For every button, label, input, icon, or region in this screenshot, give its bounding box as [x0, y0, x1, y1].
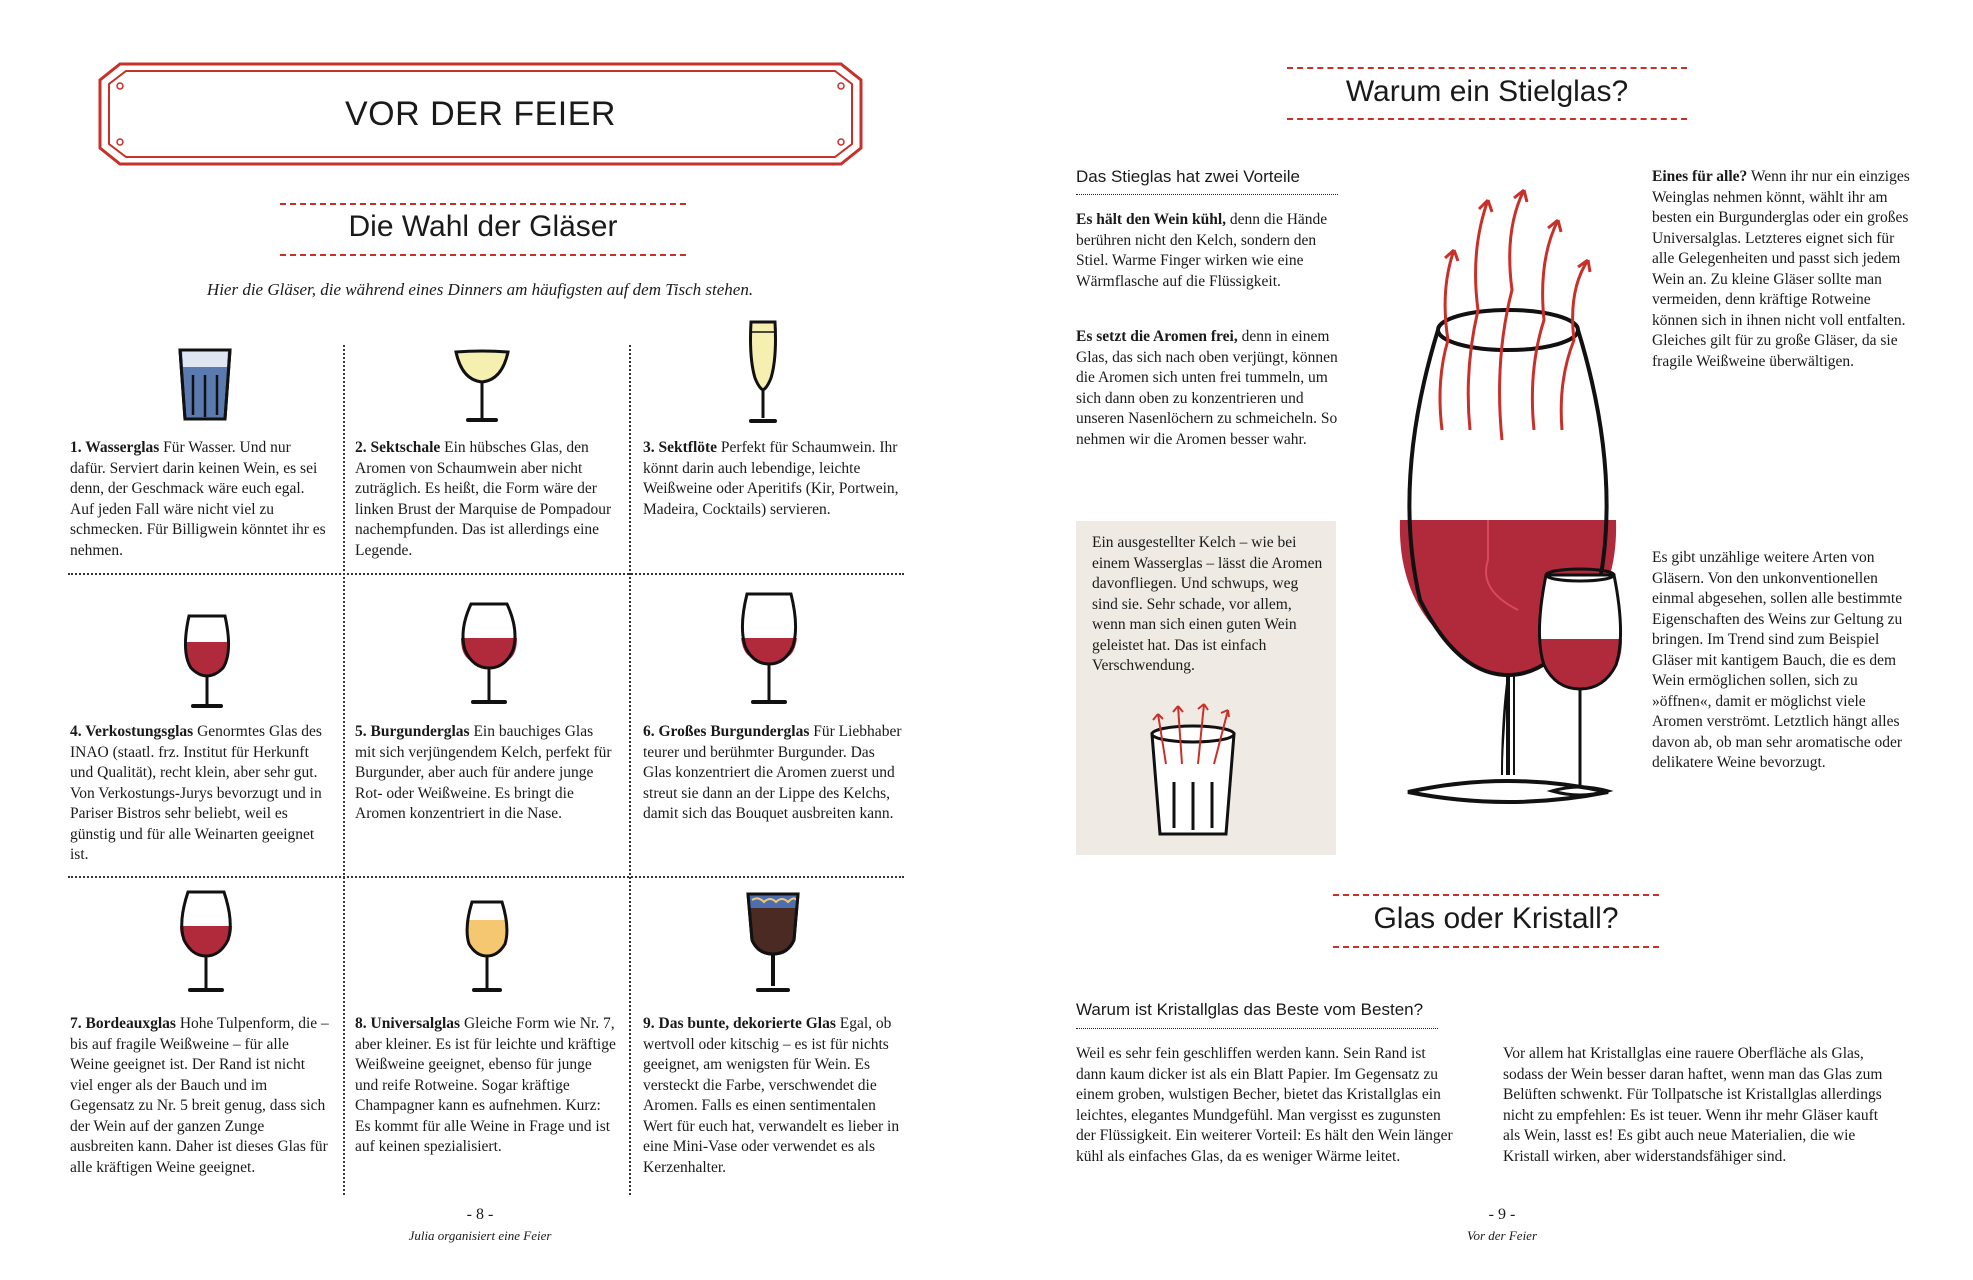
water-glass-aroma-icon: [1138, 694, 1248, 844]
sidebar-paragraph: Eines für alle? Wenn ihr nur ein einziges Weinglas nehmen könnt, wählt ihr am besten ein Burgunderglas oder ein großes Universalglas. Letzteres eignet sich für alle Gelegenheiten und passt sich jedem Wein an. Zu kleine Gläser sollte man vermeiden, denn kräftige Rotweine können sich in ihnen nicht voll entfalten. Gleiches gilt für zu große Gläser, da sie fragile Weißweine überwältigen.: [1652, 168, 1910, 370]
paragraph: Es hält den Wein kühl, denn die Hände berühren nicht den Kelch, sondern den Stiel. Warme Finger wirken wie eine Wärmflasche auf die Flüssigkeit.: [1076, 211, 1328, 290]
decorated-glass-icon: [742, 890, 804, 1000]
burgundy-glass-icon: [457, 600, 521, 710]
section-rule-bottom: [280, 254, 686, 256]
glass-description: 6. Großes Burgunderglas Für Liebhaber teurer und berühmter Burgunder. Das Glas konzentriert die Aromen zuerst und streut sie dann an der Lippe des Kelchs, damit sich das Bouquet ausbreiten kann.: [643, 723, 902, 822]
section-rule-bottom: [1333, 946, 1659, 948]
info-box-text: Ein ausgestellter Kelch – wie bei einem Wasserglas – lässt die Aromen davonfliegen. Und schwups, weg sind sie. Sehr schade, vor allem, wenn man sich einen guten Wein geleistet hat. Das ist einfach Verschwendung.: [1092, 534, 1323, 674]
subheading: Warum ist Kristallglas das Beste vom Besten?: [1076, 1000, 1424, 1019]
section-rule-bottom: [1287, 118, 1687, 120]
subheading: Das Stieglas hat zwei Vorteile: [1076, 167, 1300, 186]
paragraph: Weil es sehr fein geschliffen werden kann. Sein Rand ist dann kaum dicker ist als ein Blatt Papier. Im Gegensatz zu einem groben, wulstigen Becher, bietet das Kristallglas ein leichtes, elegantes Mundgefühl. Man vergisst es zugunsten der Flüssigkeit. Ein weiterer Vorteil: Es hält den Wein länger kühl als einfaches Glas, da es weniger Wärme leitet.: [1076, 1045, 1453, 1165]
glass-description: 2. Sektschale Ein hübsches Glas, den Aromen von Schaumwein aber nicht zuträglich. Es heißt, die Form wäre der linken Brust der Marquise de Pompadour nachempfunden. Das ist allerdings eine Legende.: [355, 439, 612, 559]
coupe-glass-icon: [452, 346, 512, 426]
intro-text: Hier die Gläser, die während eines Dinners am häufigsten auf dem Tisch stehen.: [206, 280, 754, 299]
page-number: - 9 -: [1488, 1206, 1516, 1223]
sidebar-paragraph: Es gibt unzählige weitere Arten von Gläsern. Von den unkonventionellen einmal abgesehen, sollen alle bestimmte Eigenschaften des Weins zur Geltung zu bringen. Im Trend sind zum Beispiel Gläser mit kantigem Bauch, die es dem Wein ermöglichen sollen, sich zu »öffnen«, damit er möglichst viele Aromen verströmt. Letztlich hängt alles davon ab, ob man sehr aromatische oder delikatere Weine bevorzugt.: [1652, 549, 1903, 771]
glass-description: 1. Wasserglas Für Wasser. Und nur dafür. Serviert darin keinen Wein, es sei denn, der Geschmack wäre euch egal. Auf jeden Fall wäre nicht viel zu schmecken. Für Billigwein könntet ihr es nehmen.: [70, 439, 326, 559]
glass-description: 7. Bordeauxglas Hohe Tulpenform, die – bis auf fragile Weißweine – für alle Weine geeignet ist. Der Rand ist nicht viel enger als der Bauch und im Gegensatz zu Nr. 5 breit genug, dass sich der Wein auf der ganzen Zunge ausbreiten kann. Daher ist dieses Glas für alle kräftigen Weine geeignet.: [70, 1015, 329, 1176]
bordeaux-glass-icon: [174, 888, 238, 998]
grid-divider: [343, 345, 345, 1195]
grid-divider: [629, 345, 631, 1195]
page-footer: Vor der Feier: [1466, 1228, 1538, 1243]
section-rule-top: [1287, 67, 1687, 69]
glass-description: 4. Verkostungsglas Genormtes Glas des INAO (staatl. frz. Institut für Herkunft und Qualität), recht klein, aber sehr gut. Von Verkostungs-Jurys bevorzugt und in Pariser Bistros sehr beliebt, weil es günstig und für alle Weinarten geeignet ist.: [70, 723, 322, 863]
small-wine-glass-illustration: [1530, 565, 1630, 805]
page-number: - 8 -: [466, 1206, 494, 1223]
water-glass-icon: [175, 345, 235, 423]
paragraph: Es setzt die Aromen frei, denn in einem Glas, das sich nach oben verjüngt, können die Aromen sich unten frei tummeln, um sich dann oben zu konzentrieren und unseren Nasenlöchern zu schmeicheln. So nehmen wir die Aromen besser wahr.: [1076, 328, 1338, 448]
glass-description: 3. Sektflöte Perfekt für Schaumwein. Ihr könnt darin auch lebendige, leichte Weißweine oder Aperitifs (Kir, Portwein, Madeira, Cocktails) servieren.: [643, 439, 899, 518]
section-rule-top: [1333, 894, 1659, 896]
subheading-rule: [1076, 194, 1338, 195]
section-title: Warum ein Stielglas?: [1345, 75, 1629, 108]
section-title: Die Wahl der Gläser: [348, 210, 618, 243]
large-burgundy-glass-icon: [737, 590, 801, 710]
page-footer: Julia organisiert eine Feier: [408, 1228, 552, 1243]
subheading-rule: [1076, 1028, 1438, 1029]
flute-glass-icon: [743, 318, 783, 428]
section-rule-top: [280, 203, 686, 205]
glass-description: 8. Universalglas Gleiche Form wie Nr. 7, aber kleiner. Es ist für leichte und kräftige Weißweine geeignet, ebenso für junge und reife Rotweine. Sogar kräftige Champagner kann es aufnehmen. Kurz: Es kommt für alle Weine in Frage und ist auf keinen spezialisiert.: [355, 1015, 616, 1155]
grid-divider: [68, 876, 904, 878]
glass-description: 5. Burgunderglas Ein bauchiges Glas mit sich verjüngendem Kelch, perfekt für Burgunder, aber auch für andere junge Rot- oder Weißweine. Es bringt die Aromen konzentriert in die Nase.: [355, 723, 612, 822]
glass-description: 9. Das bunte, dekorierte Glas Egal, ob wertvoll oder kitschig – es ist für nichts geeignet, am wenigsten für Wein. Es versteckt die Farbe, verschwendet die Aromen. Falls es einen sentimentalen Wert für euch hat, verwandelt es lieber in eine Mini-Vase oder verwendet es als Kerzenhalter.: [643, 1015, 900, 1176]
banner-title: VOR DER FEIER: [345, 94, 616, 133]
universal-glass-icon: [462, 898, 512, 998]
paragraph: Vor allem hat Kristallglas eine rauere Oberfläche als Glas, sodass der Wein besser daran haftet, wenn man das Glas zum Belüften schwenkt. Für Tollpatsche ist Kristallglas allerdings nicht zu empfehlen: Es ist teuer. Wenn ihr mehr Gläser kauft als Wein, lasst es! Es gibt auch neue Materialien, die wie Kristall wirken, aber widerstandsfähiger sind.: [1503, 1045, 1883, 1165]
section-title: Glas oder Kristall?: [1373, 902, 1619, 935]
tasting-glass-icon: [177, 612, 237, 712]
grid-divider: [68, 573, 904, 575]
